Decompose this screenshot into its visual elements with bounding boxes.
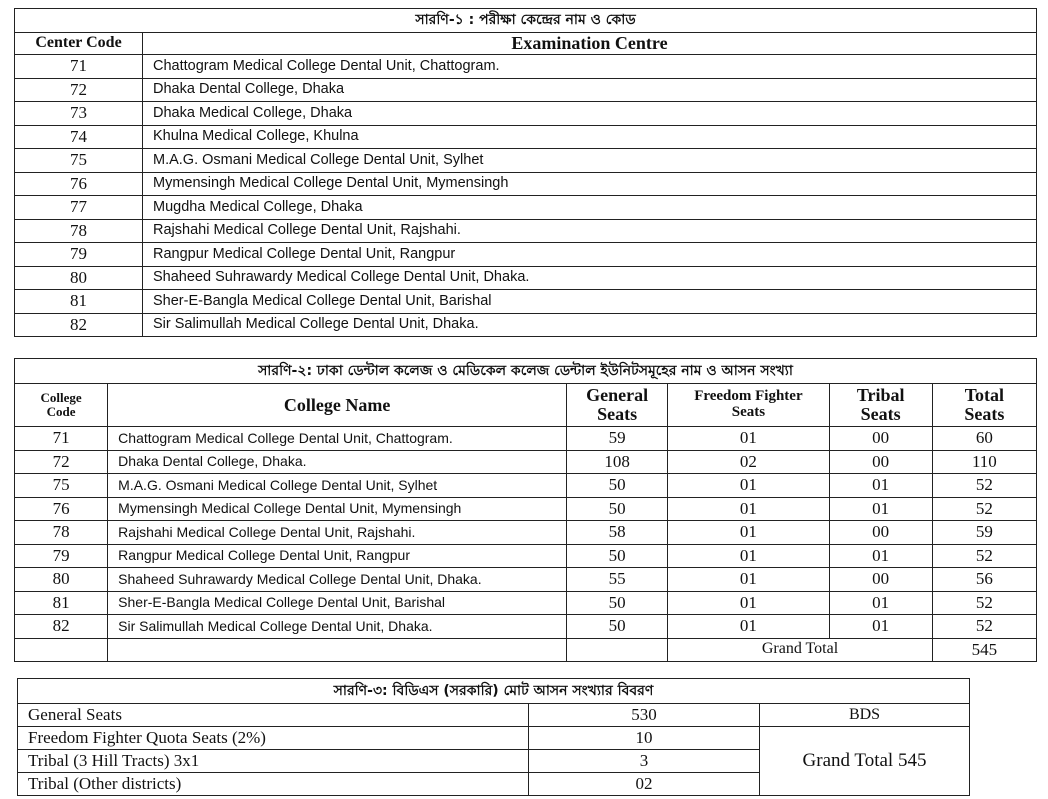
examination-centre-name: Shaheed Suhrawardy Medical College Dental Unit, Dhaka. xyxy=(143,266,1037,290)
summary-row xyxy=(18,704,970,727)
summary-label: Tribal (Other districts) xyxy=(18,773,529,796)
grand-total-value: 545 xyxy=(932,638,1036,662)
college-name: Sher-E-Bangla Medical College Dental Unit, Barishal xyxy=(108,591,567,615)
college-code: 75 xyxy=(15,474,108,498)
general-seats: 58 xyxy=(567,521,668,545)
general-seats: 50 xyxy=(567,591,668,615)
total-seats: 56 xyxy=(932,568,1036,592)
examination-centre-name: Sher-E-Bangla Medical College Dental Unit, Barishal xyxy=(143,290,1037,314)
examination-centre-name: Mymensingh Medical College Dental Unit, Mymensingh xyxy=(143,172,1037,196)
college-name: Rangpur Medical College Dental Unit, Rangpur xyxy=(108,544,567,568)
college-code: 81 xyxy=(15,591,108,615)
freedom-fighter-seats-header xyxy=(668,384,829,427)
college-row xyxy=(15,450,1037,474)
total-seats: 52 xyxy=(932,474,1036,498)
examination-centre-name: Rangpur Medical College Dental Unit, Rangpur xyxy=(143,243,1037,267)
total-seats: 60 xyxy=(932,427,1036,451)
college-code: 72 xyxy=(15,450,108,474)
exam-centre-row xyxy=(15,102,1037,126)
exam-centre-row xyxy=(15,55,1037,79)
college-row xyxy=(15,521,1037,545)
general-seats: 55 xyxy=(567,568,668,592)
college-code: 82 xyxy=(15,615,108,639)
center-code: 72 xyxy=(15,78,143,102)
seat-distribution-table xyxy=(14,358,1037,662)
freedom-fighter-header-line1: Freedom Fighter xyxy=(694,388,803,405)
center-code: 82 xyxy=(15,313,143,337)
examination-centre-name: Dhaka Medical College, Dhaka xyxy=(143,102,1037,126)
college-code-header-line2: Code xyxy=(46,404,76,419)
exam-centre-row xyxy=(15,149,1037,173)
bds-grand-total: Grand Total 545 xyxy=(760,727,970,796)
college-row xyxy=(15,497,1037,521)
grand-total-empty-general xyxy=(567,638,668,662)
college-code-header xyxy=(15,384,108,427)
examination-centre-name: Sir Salimullah Medical College Dental Unit, Dhaka. xyxy=(143,313,1037,337)
freedom-fighter-seats: 01 xyxy=(668,474,829,498)
center-code: 81 xyxy=(15,290,143,314)
college-code: 79 xyxy=(15,544,108,568)
total-seats: 59 xyxy=(932,521,1036,545)
general-seats: 50 xyxy=(567,615,668,639)
center-code: 73 xyxy=(15,102,143,126)
total-seats: 52 xyxy=(932,591,1036,615)
college-name: Sir Salimullah Medical College Dental Unit, Dhaka. xyxy=(108,615,567,639)
examination-centre-name: Khulna Medical College, Khulna xyxy=(143,125,1037,149)
college-row xyxy=(15,568,1037,592)
tribal-seats-header-line2: Seats xyxy=(860,404,901,424)
college-name: Shaheed Suhrawardy Medical College Dental Unit, Dhaka. xyxy=(108,568,567,592)
total-seats: 110 xyxy=(932,450,1036,474)
grand-total-row xyxy=(15,638,1037,662)
college-code-header-line1: College xyxy=(40,390,82,406)
tribal-seats: 01 xyxy=(829,544,932,568)
grand-total-empty-code xyxy=(15,638,108,662)
college-name: Dhaka Dental College, Dhaka. xyxy=(108,450,567,474)
table1-caption: সারণি-১ : পরীক্ষা কেন্দ্রের নাম ও কোড xyxy=(15,9,1037,33)
exam-centre-row xyxy=(15,196,1037,220)
general-seats: 108 xyxy=(567,450,668,474)
total-seats: 52 xyxy=(932,615,1036,639)
general-seats-header-line1: General xyxy=(586,385,649,406)
freedom-fighter-seats: 01 xyxy=(668,427,829,451)
college-row xyxy=(15,615,1037,639)
table2-caption: সারণি-২: ঢাকা ডেন্টাল কলেজ ও মেডিকেল কলেজ ডেন্টাল ইউনিটসমূহের নাম ও আসন সংখ্যা xyxy=(15,359,1037,384)
bds-seat-summary-table xyxy=(17,678,970,796)
freedom-fighter-header-line2: Seats xyxy=(731,404,766,420)
center-code: 74 xyxy=(15,125,143,149)
summary-label: General Seats xyxy=(18,704,529,727)
tribal-seats: 00 xyxy=(829,521,932,545)
summary-row xyxy=(18,727,970,750)
college-row xyxy=(15,427,1037,451)
tribal-seats-header xyxy=(829,384,932,427)
general-seats: 50 xyxy=(567,474,668,498)
general-seats-header xyxy=(567,384,668,427)
examination-centre-header: Examination Centre xyxy=(143,33,1037,55)
center-code: 77 xyxy=(15,196,143,220)
center-code: 75 xyxy=(15,149,143,173)
exam-centre-row xyxy=(15,125,1037,149)
college-code: 78 xyxy=(15,521,108,545)
college-name: M.A.G. Osmani Medical College Dental Unit, Sylhet xyxy=(108,474,567,498)
college-name-header: College Name xyxy=(108,384,567,427)
freedom-fighter-seats: 01 xyxy=(668,544,829,568)
freedom-fighter-seats: 01 xyxy=(668,521,829,545)
tribal-seats: 01 xyxy=(829,497,932,521)
summary-label: Freedom Fighter Quota Seats (2%) xyxy=(18,727,529,750)
general-seats: 50 xyxy=(567,544,668,568)
grand-total-empty-name xyxy=(108,638,567,662)
freedom-fighter-seats: 01 xyxy=(668,568,829,592)
tribal-seats: 00 xyxy=(829,427,932,451)
freedom-fighter-seats: 01 xyxy=(668,591,829,615)
general-seats-header-line2: Seats xyxy=(597,404,638,424)
college-row xyxy=(15,544,1037,568)
freedom-fighter-seats: 01 xyxy=(668,497,829,521)
exam-centre-rows xyxy=(15,55,1037,337)
seat-distribution-rows xyxy=(15,427,1037,639)
summary-value: 530 xyxy=(529,704,760,727)
bds-label: BDS xyxy=(760,704,970,727)
exam-centre-table xyxy=(14,8,1037,337)
tribal-seats: 01 xyxy=(829,591,932,615)
college-code: 80 xyxy=(15,568,108,592)
exam-centre-row xyxy=(15,172,1037,196)
freedom-fighter-seats: 02 xyxy=(668,450,829,474)
center-code-header: Center Code xyxy=(15,33,143,55)
exam-centre-row xyxy=(15,243,1037,267)
exam-centre-row xyxy=(15,313,1037,337)
tribal-seats: 00 xyxy=(829,450,932,474)
examination-centre-name: Dhaka Dental College, Dhaka xyxy=(143,78,1037,102)
freedom-fighter-seats: 01 xyxy=(668,615,829,639)
center-code: 80 xyxy=(15,266,143,290)
table3-caption: সারণি-৩: বিডিএস (সরকারি) মোট আসন সংখ্যার বিবরণ xyxy=(18,679,970,704)
college-code: 71 xyxy=(15,427,108,451)
tribal-seats: 01 xyxy=(829,615,932,639)
summary-value: 3 xyxy=(529,750,760,773)
total-seats-header-line2: Seats xyxy=(964,404,1005,424)
examination-centre-name: Rajshahi Medical College Dental Unit, Rajshahi. xyxy=(143,219,1037,243)
center-code: 79 xyxy=(15,243,143,267)
tribal-seats: 01 xyxy=(829,474,932,498)
exam-centre-row xyxy=(15,290,1037,314)
center-code: 71 xyxy=(15,55,143,79)
total-seats-header-line1: Total xyxy=(964,385,1005,406)
general-seats: 59 xyxy=(567,427,668,451)
college-name: Rajshahi Medical College Dental Unit, Rajshahi. xyxy=(108,521,567,545)
tribal-seats: 00 xyxy=(829,568,932,592)
center-code: 78 xyxy=(15,219,143,243)
total-seats: 52 xyxy=(932,544,1036,568)
examination-centre-name: Mugdha Medical College, Dhaka xyxy=(143,196,1037,220)
total-seats-header xyxy=(932,384,1036,427)
summary-label: Tribal (3 Hill Tracts) 3x1 xyxy=(18,750,529,773)
college-row xyxy=(15,474,1037,498)
general-seats: 50 xyxy=(567,497,668,521)
grand-total-label: Grand Total xyxy=(668,638,933,662)
college-row xyxy=(15,591,1037,615)
examination-centre-name: Chattogram Medical College Dental Unit, Chattogram. xyxy=(143,55,1037,79)
exam-centre-row xyxy=(15,219,1037,243)
tribal-seats-header-line1: Tribal xyxy=(856,385,905,406)
exam-centre-row xyxy=(15,78,1037,102)
summary-value: 02 xyxy=(529,773,760,796)
college-name: Mymensingh Medical College Dental Unit, Mymensingh xyxy=(108,497,567,521)
exam-centre-row xyxy=(15,266,1037,290)
college-code: 76 xyxy=(15,497,108,521)
examination-centre-name: M.A.G. Osmani Medical College Dental Unit, Sylhet xyxy=(143,149,1037,173)
summary-value: 10 xyxy=(529,727,760,750)
college-name: Chattogram Medical College Dental Unit, Chattogram. xyxy=(108,427,567,451)
total-seats: 52 xyxy=(932,497,1036,521)
center-code: 76 xyxy=(15,172,143,196)
